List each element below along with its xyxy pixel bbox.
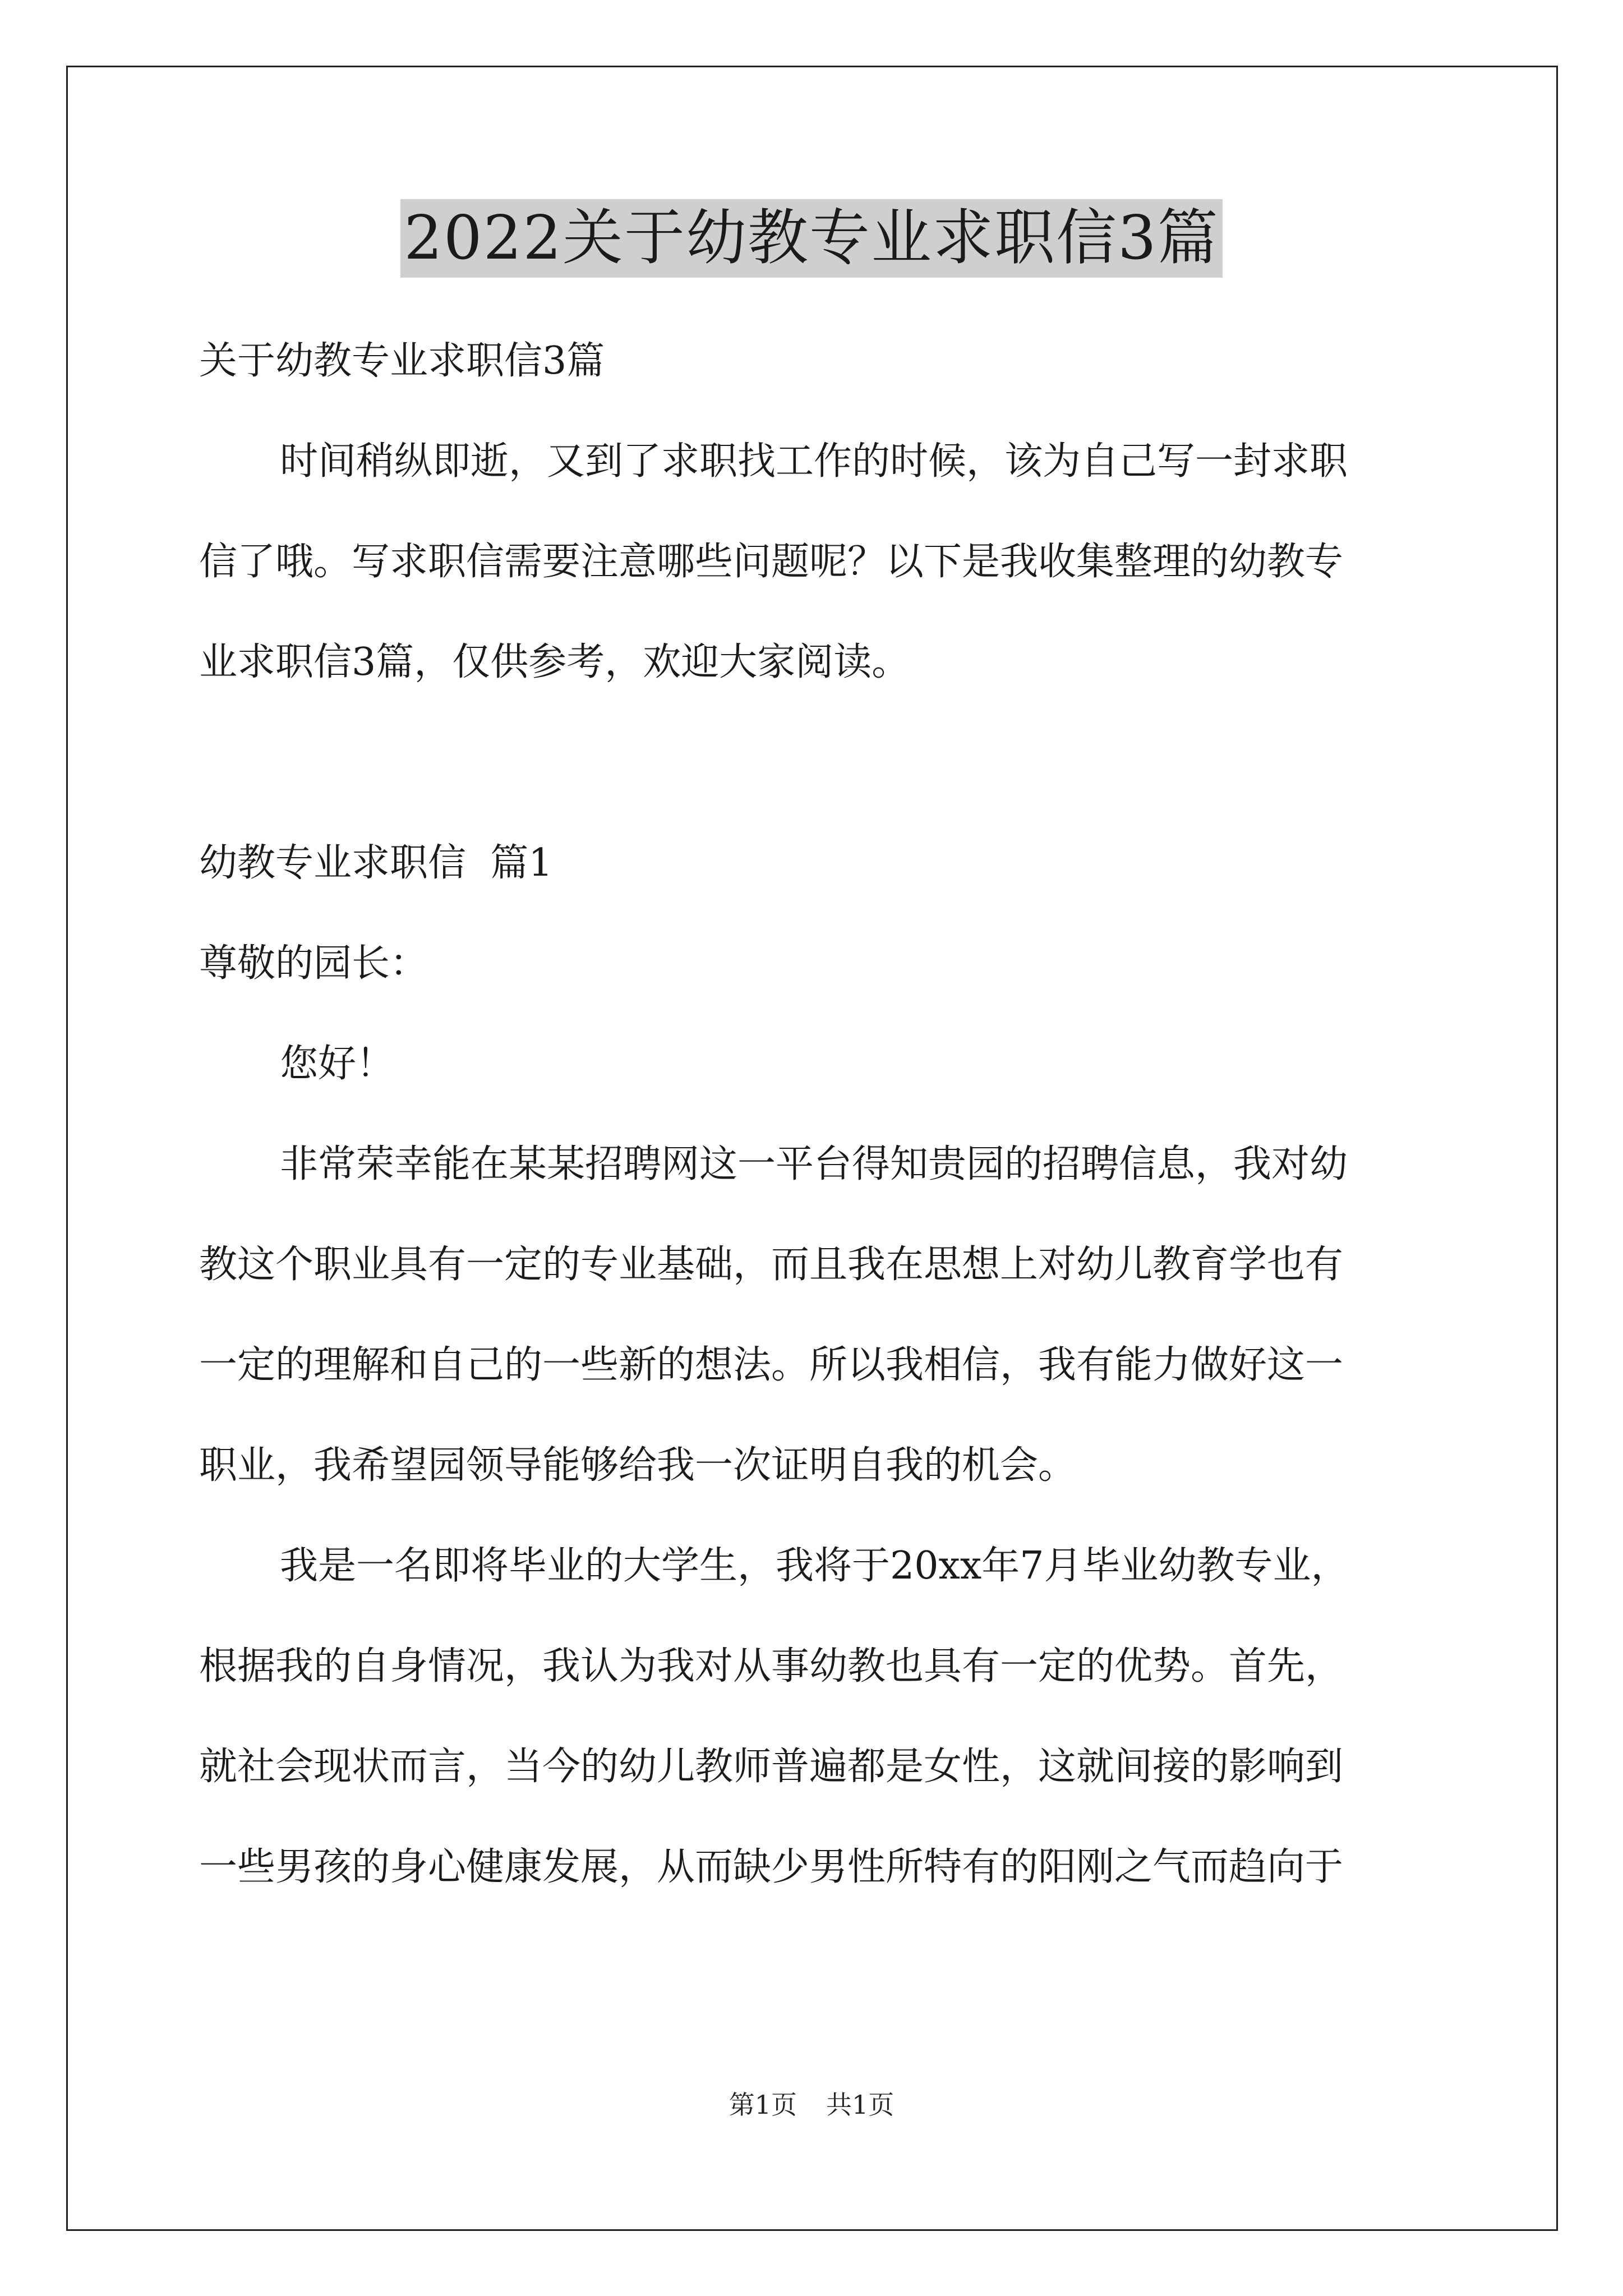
paragraph-line: 一些男孩的身心健康发展，从而缺少男性所特有的阳刚之气而趋向于 — [199, 1845, 1344, 1889]
document-subtitle: 关于幼教专业求职信3篇 — [199, 339, 605, 383]
salutation: 尊敬的园长： — [199, 941, 428, 986]
greeting: 您好！ — [280, 1042, 395, 1086]
paragraph-line: 我是一名即将毕业的大学生，我将于20xx年7月毕业幼教专业， — [280, 1544, 1349, 1588]
paragraph-line: 一定的理解和自己的一些新的想法。所以我相信，我有能力做好这一 — [199, 1343, 1344, 1387]
intro-line: 业求职信3篇，仅供参考，欢迎大家阅读。 — [199, 640, 910, 684]
paragraph-line: 根据我的自身情况，我认为我对从事幼教也具有一定的优势。首先， — [199, 1644, 1344, 1688]
section-heading: 幼教专业求职信 篇1 — [199, 841, 553, 885]
page-total: 共1页 — [826, 2090, 895, 2120]
intro-line: 时间稍纵即逝，又到了求职找工作的时候，该为自己写一封求职 — [280, 439, 1348, 484]
paragraph-line: 教这个职业具有一定的专业基础，而且我在思想上对幼儿教育学也有 — [199, 1243, 1344, 1287]
paragraph-line: 职业，我希望园领导能够给我一次证明自我的机会。 — [199, 1443, 1077, 1488]
page-number: 第1页 — [728, 2090, 797, 2120]
paragraph-line: 就社会现状而言，当今的幼儿教师普遍都是女性，这就间接的影响到 — [199, 1745, 1344, 1789]
paragraph-line: 非常荣幸能在某某招聘网这一平台得知贵园的招聘信息，我对幼 — [280, 1142, 1348, 1186]
page-footer — [0, 2088, 1623, 2122]
document-title: 2022关于幼教专业求职信3篇 — [400, 199, 1223, 278]
blank-line — [199, 712, 1455, 813]
intro-line: 信了哦。写求职信需要注意哪些问题呢？以下是我收集整理的幼教专 — [199, 540, 1344, 584]
document-body — [199, 311, 1455, 1917]
title-container — [0, 199, 1623, 278]
